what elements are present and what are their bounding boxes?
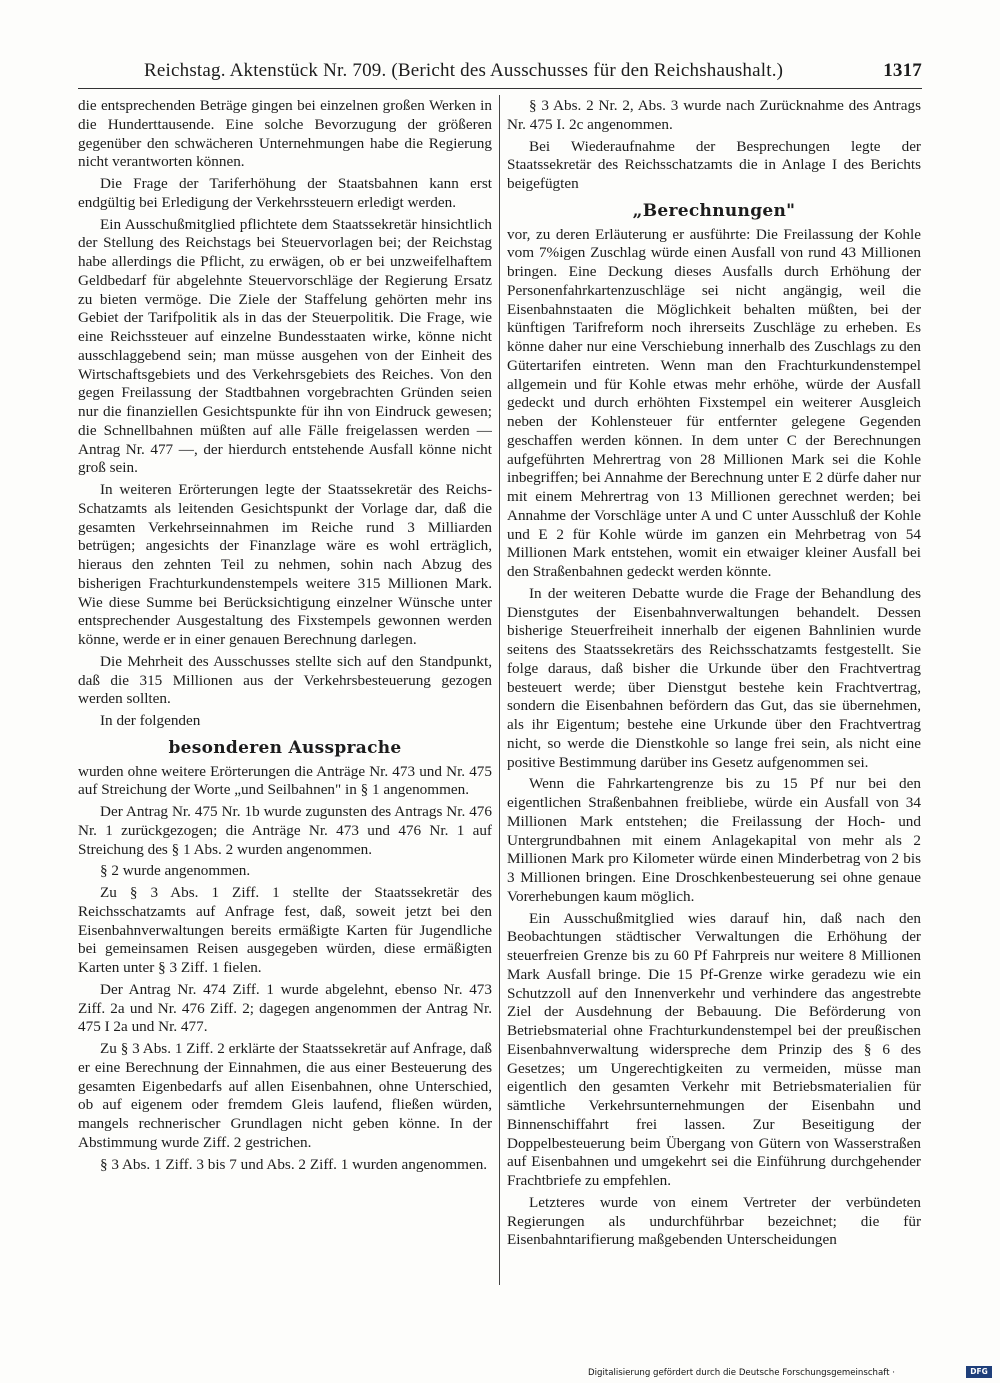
page-header [78,58,922,88]
paragraph: In der weiteren Debatte wurde die Frage der Behandlung des Dienstgutes der Eisenbahnverwaltungen behandelt. Dessen bisherige Steuerfreiheit innerhalb der eigenen Bahnlinien wurde seitens des Staatssekretärs des Reichsschatzamts festgestellt. Sie folge daraus, daß bisher die Urkunde über den Frachtvertrag besteuert werde; über Dienstgut bestehe kein Frachtvertrag, sondern die Eisenbahnen befördern das Gut, das sie übernehmen, als ihr Eigentum; bestehe eine Urkunde über den Frachtvertrag nicht, so werde die Dienstkohle so lange frei sein, als nicht eine positive Bestimmung darüber ins Gesetz aufgenommen sei. [507,584,921,771]
paragraph: § 2 wurde angenommen. [100,862,251,880]
header-rule [78,88,922,89]
paragraph: § 3 Abs. 1 Ziff. 3 bis 7 und Abs. 2 Ziff. 1 wurden angenommen. [100,1155,488,1173]
paragraph: Der Antrag Nr. 474 Ziff. 1 wurde abgelehnt, ebenso Nr. 473 Ziff. 2a und Nr. 476 Ziff. 2; dagegen angenommen der Antrag Nr. 475 I 2a und Nr. 477. [78,980,492,1036]
paragraph: Zu § 3 Abs. 1 Ziff. 2 erklärte der Staatssekretär auf Anfrage, daß er eine Berechnung der Einnahmen, die aus einer Besteuerung des gesamten Eigenbedarfs auf allen Eisenbahnen, ohne Unterschied, ob auf eigenem oder fremdem Gleis laufend, fließen würden, mangels rechnerischer Grundlagen nicht geben könne. In der Abstimmung wurde Ziff. 2 gestrichen. [78,1040,492,1151]
paragraph: In der folgenden [100,712,201,729]
paragraph: die entsprechenden Beträge gingen bei einzelnen großen Werken in die Hunderttausende. Eine solche Bevorzugung der größeren gegenüber den schwächeren Unternehmungen habe die Regierung nicht verantworten können. [78,97,492,171]
section-heading: besonderen Aussprache [168,737,402,758]
paragraph: Wenn die Fahrkartengrenze bis zu 15 Pf nur bei den eigentlichen Straßenbahnen freibliebe, würde ein Ausfall von 34 Millionen Mark entstehen; die Freilassung der Hoch- und Untergrundbahnen mit einem Anlagekapital von mehr als 2 Millionen Mark pro Kilometer würde einen Minderbetrag von 2 bis 3 Millionen bringen. Eine Droschkenbesteuerung sei ohne genaue Vorerhebungen kaum möglich. [507,775,921,905]
section-heading: „Berechnungen" [632,200,796,221]
paragraph: Letzteres wurde von einem Vertreter der verbündeten Regierungen als undurchführbar bezeichnet; die für Eisenbahntarifierung maßgebenden Unterscheidungen [507,1193,921,1249]
running-title: Reichstag. Aktenstück Nr. 709. (Bericht des Ausschusses für den Reichshaushalt.) [144,60,784,81]
paragraph: Ein Ausschußmitglied wies darauf hin, daß nach den Beobachtungen städtischer Verwaltungen die Erhöhung der steuerfreien Grenze bis zu 60 Pf Fahrpreis nur weitere 8 Millionen Mark Ausfall bringe. Die 15 Pf-Grenze wirke geradezu wie ein Schutzzoll auf den Innenverkehr und verhindere das angestrebte Ziel der Ausdehnung der Bebauung. Die Beförderung von Betriebsmaterial ohne Frachturkundenstempel bei der preußischen Eisenbahnverwaltung widerspreche dem Prinzip des § 6 des Gesetzes; um Ungerechtigkeiten zu vermeiden, müsse man eigentlich den gesamten Verkehr mit Betriebsmaterialien für sämtliche Verkehrsunternehmungen der Eisenbahn und Binnenschiffahrt frei lassen. Zur Beseitigung der Doppelbesteuerung beim Übergang von Gütern von Wasserstraßen auf Eisenbahnen und umgekehrt sei die Einführung durchgehender Frachtbriefe zu empfehlen. [507,909,921,1189]
page-number: 1317 [883,60,922,81]
paragraph: In weiteren Erörterungen legte der Staatssekretär des Reichs-Schatzamts als leitenden Gesichtspunkt der Vorlage dar, daß die gesamten Verkehrseinnahmen im Reiche rund 3 Milliarden betrügen; angesichts der Finanzlage wäre es wohl erträglich, hieraus den zehnten Teil zu nehmen, sohin nach Abzug des bisherigen Frachturkundenstempels weitere 315 Millionen Mark. Wie diese Summe bei Berücksichtigung einzelner Wünsche unter entsprechender Ausgestaltung des Fixstempels gewonnen werden könne, werde er in einer genauen Berechnung darlegen. [78,481,492,648]
paragraph: Ein Ausschußmitglied pflichtete dem Staatssekretär hinsichtlich der Stellung des Reichstags bei Steuervorlagen bei; der Reichstag habe allerdings die Pflicht, zu erwägen, ob er bei unzweifelhaftem Geldbedarf für abgelehnte Steuervorschläge der Regierung Ersatz zu bieten vermöge. Die Ziele der Staffelung gehörten mehr ins Gebiet der Tarifpolitik als in das der Steuerpolitik. Die Frage, wie eine Reichssteuer auf einzelne Bundesstaaten wirke, könne nicht ausschlaggebend sein; man müsse ausgehen von der Einheit des Wirtschaftsgebiets und des Verkehrsgebiets des Reiches. Von den gegen Freilassung der Stadtbahnen vorgebrachten Gründen seien nur die finanziellen Gesichtspunkte für ihn von Eindruck gewesen; die Schnellbahnen müßten auf alle Fälle freigelassen werden — Antrag Nr. 477 —, der hierdurch entstehende Ausfall könne nicht groß sein. [78,215,492,477]
paragraph: § 3 Abs. 2 Nr. 2, Abs. 3 wurde nach Zurücknahme des Antrags Nr. 475 I. 2c angenommen. [507,97,921,133]
paragraph: vor, zu deren Erläuterung er ausführte: Die Freilassung der Kohle vom 7%igen Zuschlag würde einen Ausfall von rund 43 Millionen bringen. Eine Deckung dieses Ausfalls durch Erhöhung der Personenfahrkartenzuschläge sei nicht angängig, weil die Eisenbahnstaaten die Möglichkeit behalten müßten, bei der künftigen Tarifreform noch ihrerseits Zuschläge zu erheben. Es könne daher nur eine Verschiebung innerhalb des Zuschlags zu den Gütertarifen eintreten. Wenn man den Frachturkundenstempel allgemein und für Kohle etwas mehr erhöhe, würde der Ausfall gedeckt und durch erhöhten Fixstempel ein weiterer Ausgleich neben der Kohlensteuer für entfernter gelegene Gegenden geschaffen werden können. In dem unter C der Berechnungen aufgeführten Mehrertrag von 28 Millionen Mark sei die Kohle inbegriffen; bei Annahme der Berechnung unter E 2 dürfe daher nur mit einem Mehrertrag von 13 Millionen gerechnet werden; bei Annahme der Vorschläge unter A und C unter Ausschluß der Kohle und E 2 für Kohle würde im ganzen ein Mehrbetrag von 54 Millionen Mark entstehen, womit ein etwaiger kleiner Ausfall bei den Straßenbahnen gedeckt werden könnte. [507,225,921,580]
right-column [507,97,921,1287]
digitization-credit: Digitalisierung gefördert durch die Deutsche Forschungsgemeinschaft · [588,1368,895,1378]
paragraph: wurden ohne weitere Erörterungen die Anträge Nr. 473 und Nr. 475 auf Streichung der Worte „und Seilbahnen" in § 1 angenommen. [78,762,492,799]
paragraph: Der Antrag Nr. 475 Nr. 1b wurde zugunsten des Antrags Nr. 476 Nr. 1 zurückgezogen; die Anträge Nr. 473 und 476 Nr. 1 auf Streichung des § 1 Abs. 2 wurden angenommen. [78,803,492,858]
paragraph: Bei Wiederaufnahme der Besprechungen legte der Staatssekretär des Reichsschatzamts die in Anlage I des Berichts beigefügten [507,137,921,192]
paragraph: Zu § 3 Abs. 1 Ziff. 1 stellte der Staatssekretär des Reichsschatzamts auf Anfrage fest, daß, soweit jetzt bei den Eisenbahnverwaltungen bereits ermäßigte Karten für Jugendliche bei gemeinsamen Reisen ausgegeben würden, diese ermäßigten Karten unter § 3 Ziff. 1 fielen. [78,884,492,976]
paragraph: Die Frage der Tariferhöhung der Staatsbahnen kann erst endgültig bei Erledigung der Verkehrssteuern erledigt werden. [78,175,492,211]
paragraph: Die Mehrheit des Ausschusses stellte sich auf den Standpunkt, daß die 315 Millionen aus der Verkehrsbesteuerung gezogen werden sollten. [78,652,492,708]
column-divider [499,95,500,1285]
left-column [78,97,492,1287]
dfg-logo-icon: DFG [966,1366,992,1378]
